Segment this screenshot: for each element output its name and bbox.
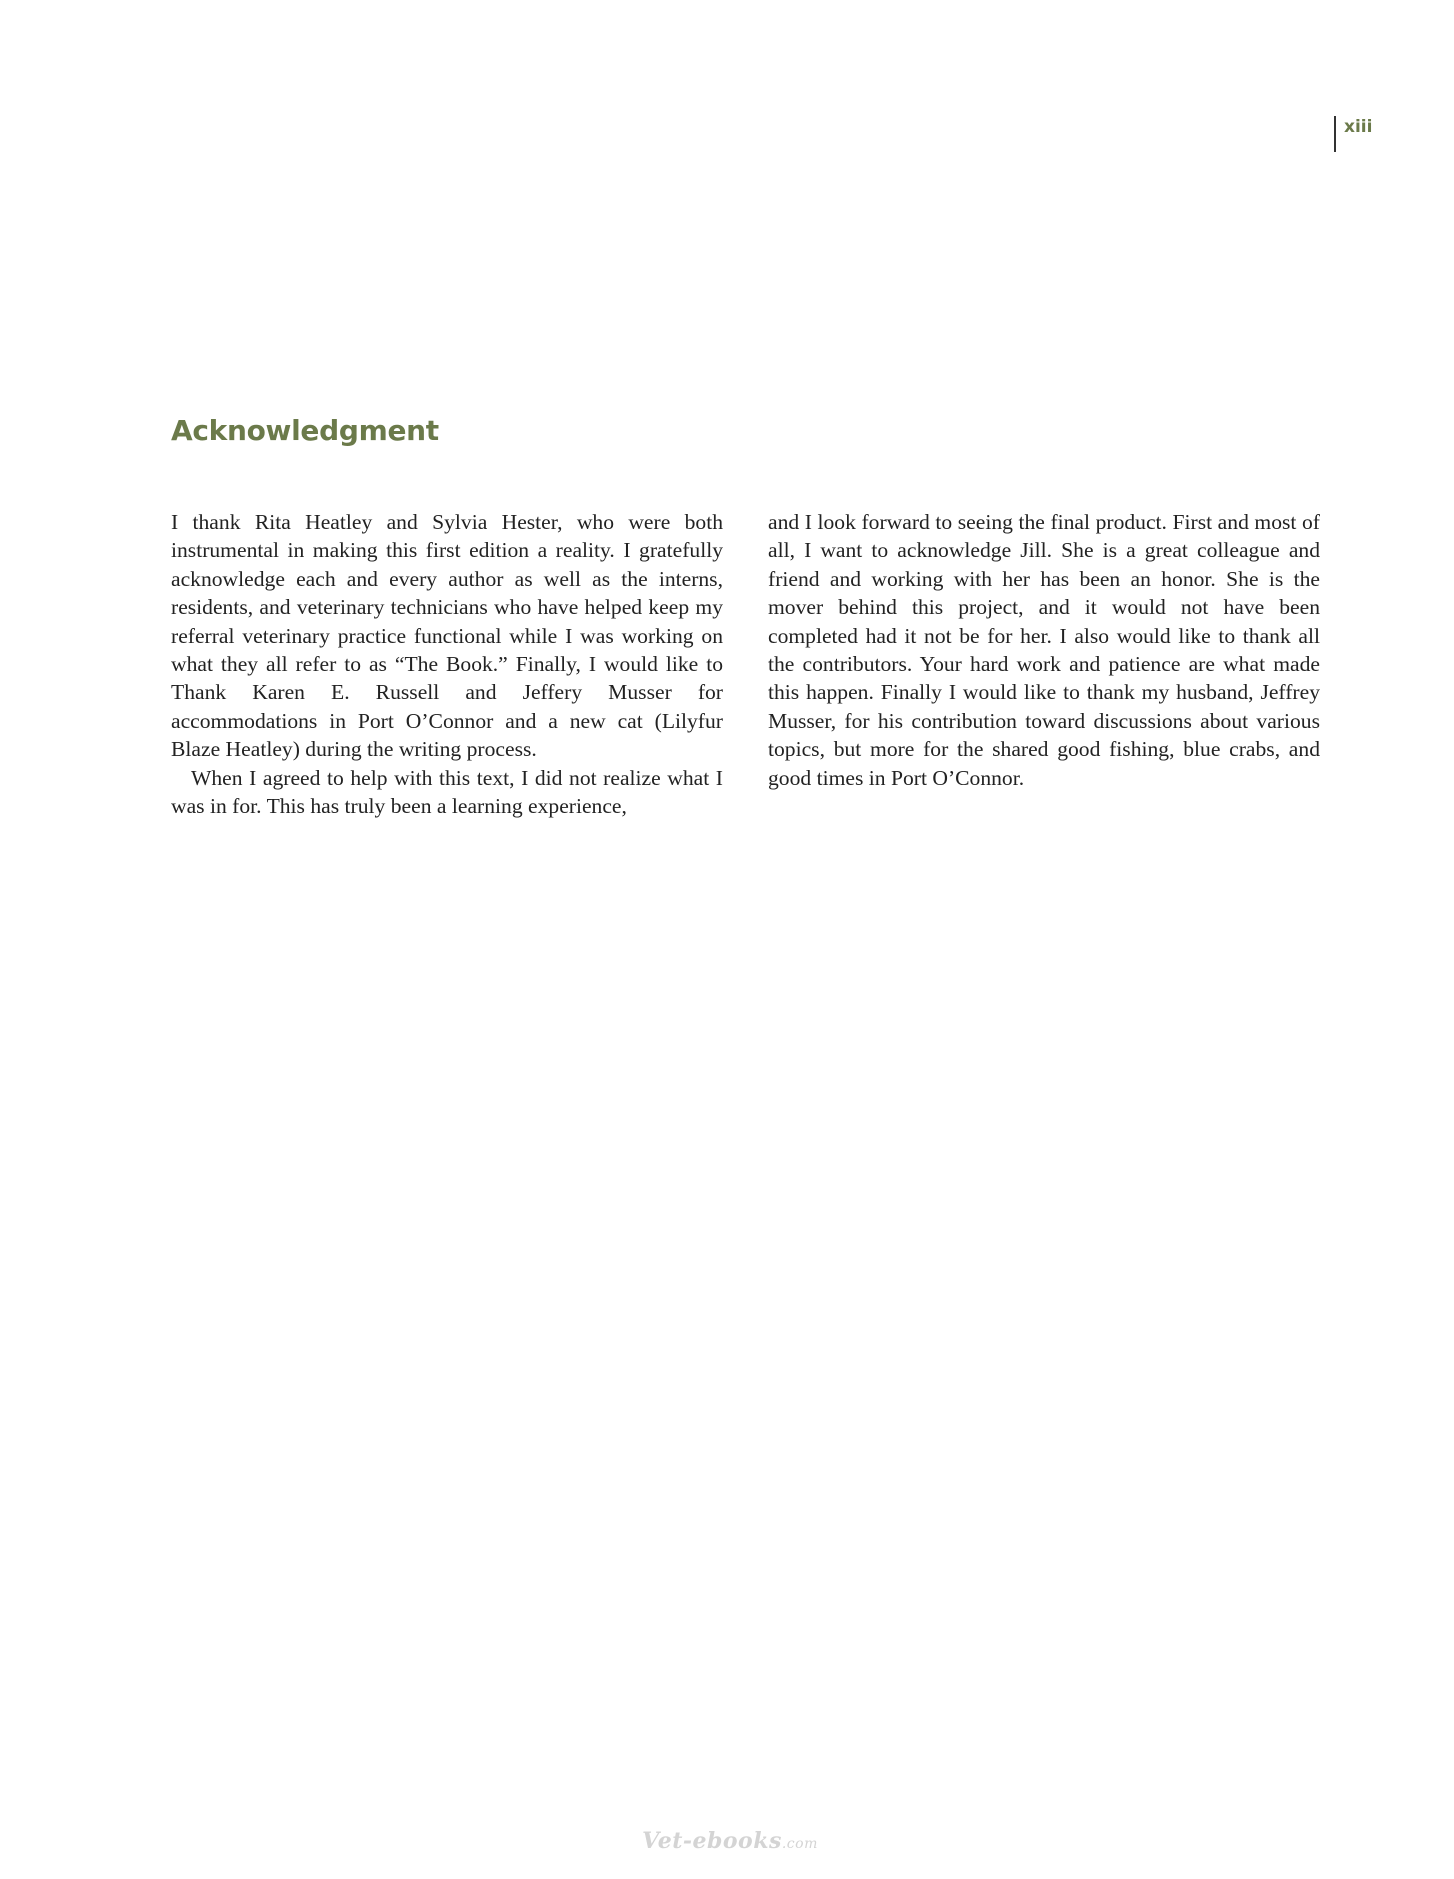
paragraph-left-2: When I agreed to help with this text, I did not realize what I was in for. This has truly been a learning experience, <box>171 765 723 819</box>
section-title: Acknowledgment <box>171 414 439 447</box>
right-column <box>768 508 1320 820</box>
watermark-brand: Vet-ebooks <box>642 1828 782 1854</box>
paragraph-left-1: I thank Rita Heatley and Sylvia Hester, who were both instrumental in making this first edition a reality. I gratefully acknowledge each and every author as well as the interns, residents, and veterinary technicians who have helped keep my referral veterinary practice functional while I was working on what they all refer to as “The Book.” Finally, I would like to Thank Karen E. Russell and Jeffery Musser for accommodations in Port O’Connor and a new cat (Lilyfur Blaze Heatley) during the writing process. <box>171 510 723 762</box>
watermark-suffix: .com <box>781 1836 818 1852</box>
left-column <box>171 508 723 820</box>
paragraph-right-1: and I look forward to seeing the final product. First and most of all, I want to acknowledge Jill. She is a great colleague and friend and working with her has been an honor. She is the mover behind this project, and it would not have been completed had it not be for her. I also would like to thank all the contributors. Your hard work and patience are what made this happen. Finally I would like to thank my husband, Jeffrey Musser, for his contribution toward discussions about various topics, but more for the shared good fishing, blue crabs, and good times in Port O’Connor. <box>768 510 1320 790</box>
page-number: xiii <box>1334 116 1372 152</box>
body-columns <box>171 508 1320 820</box>
watermark-logo <box>640 1828 820 1854</box>
